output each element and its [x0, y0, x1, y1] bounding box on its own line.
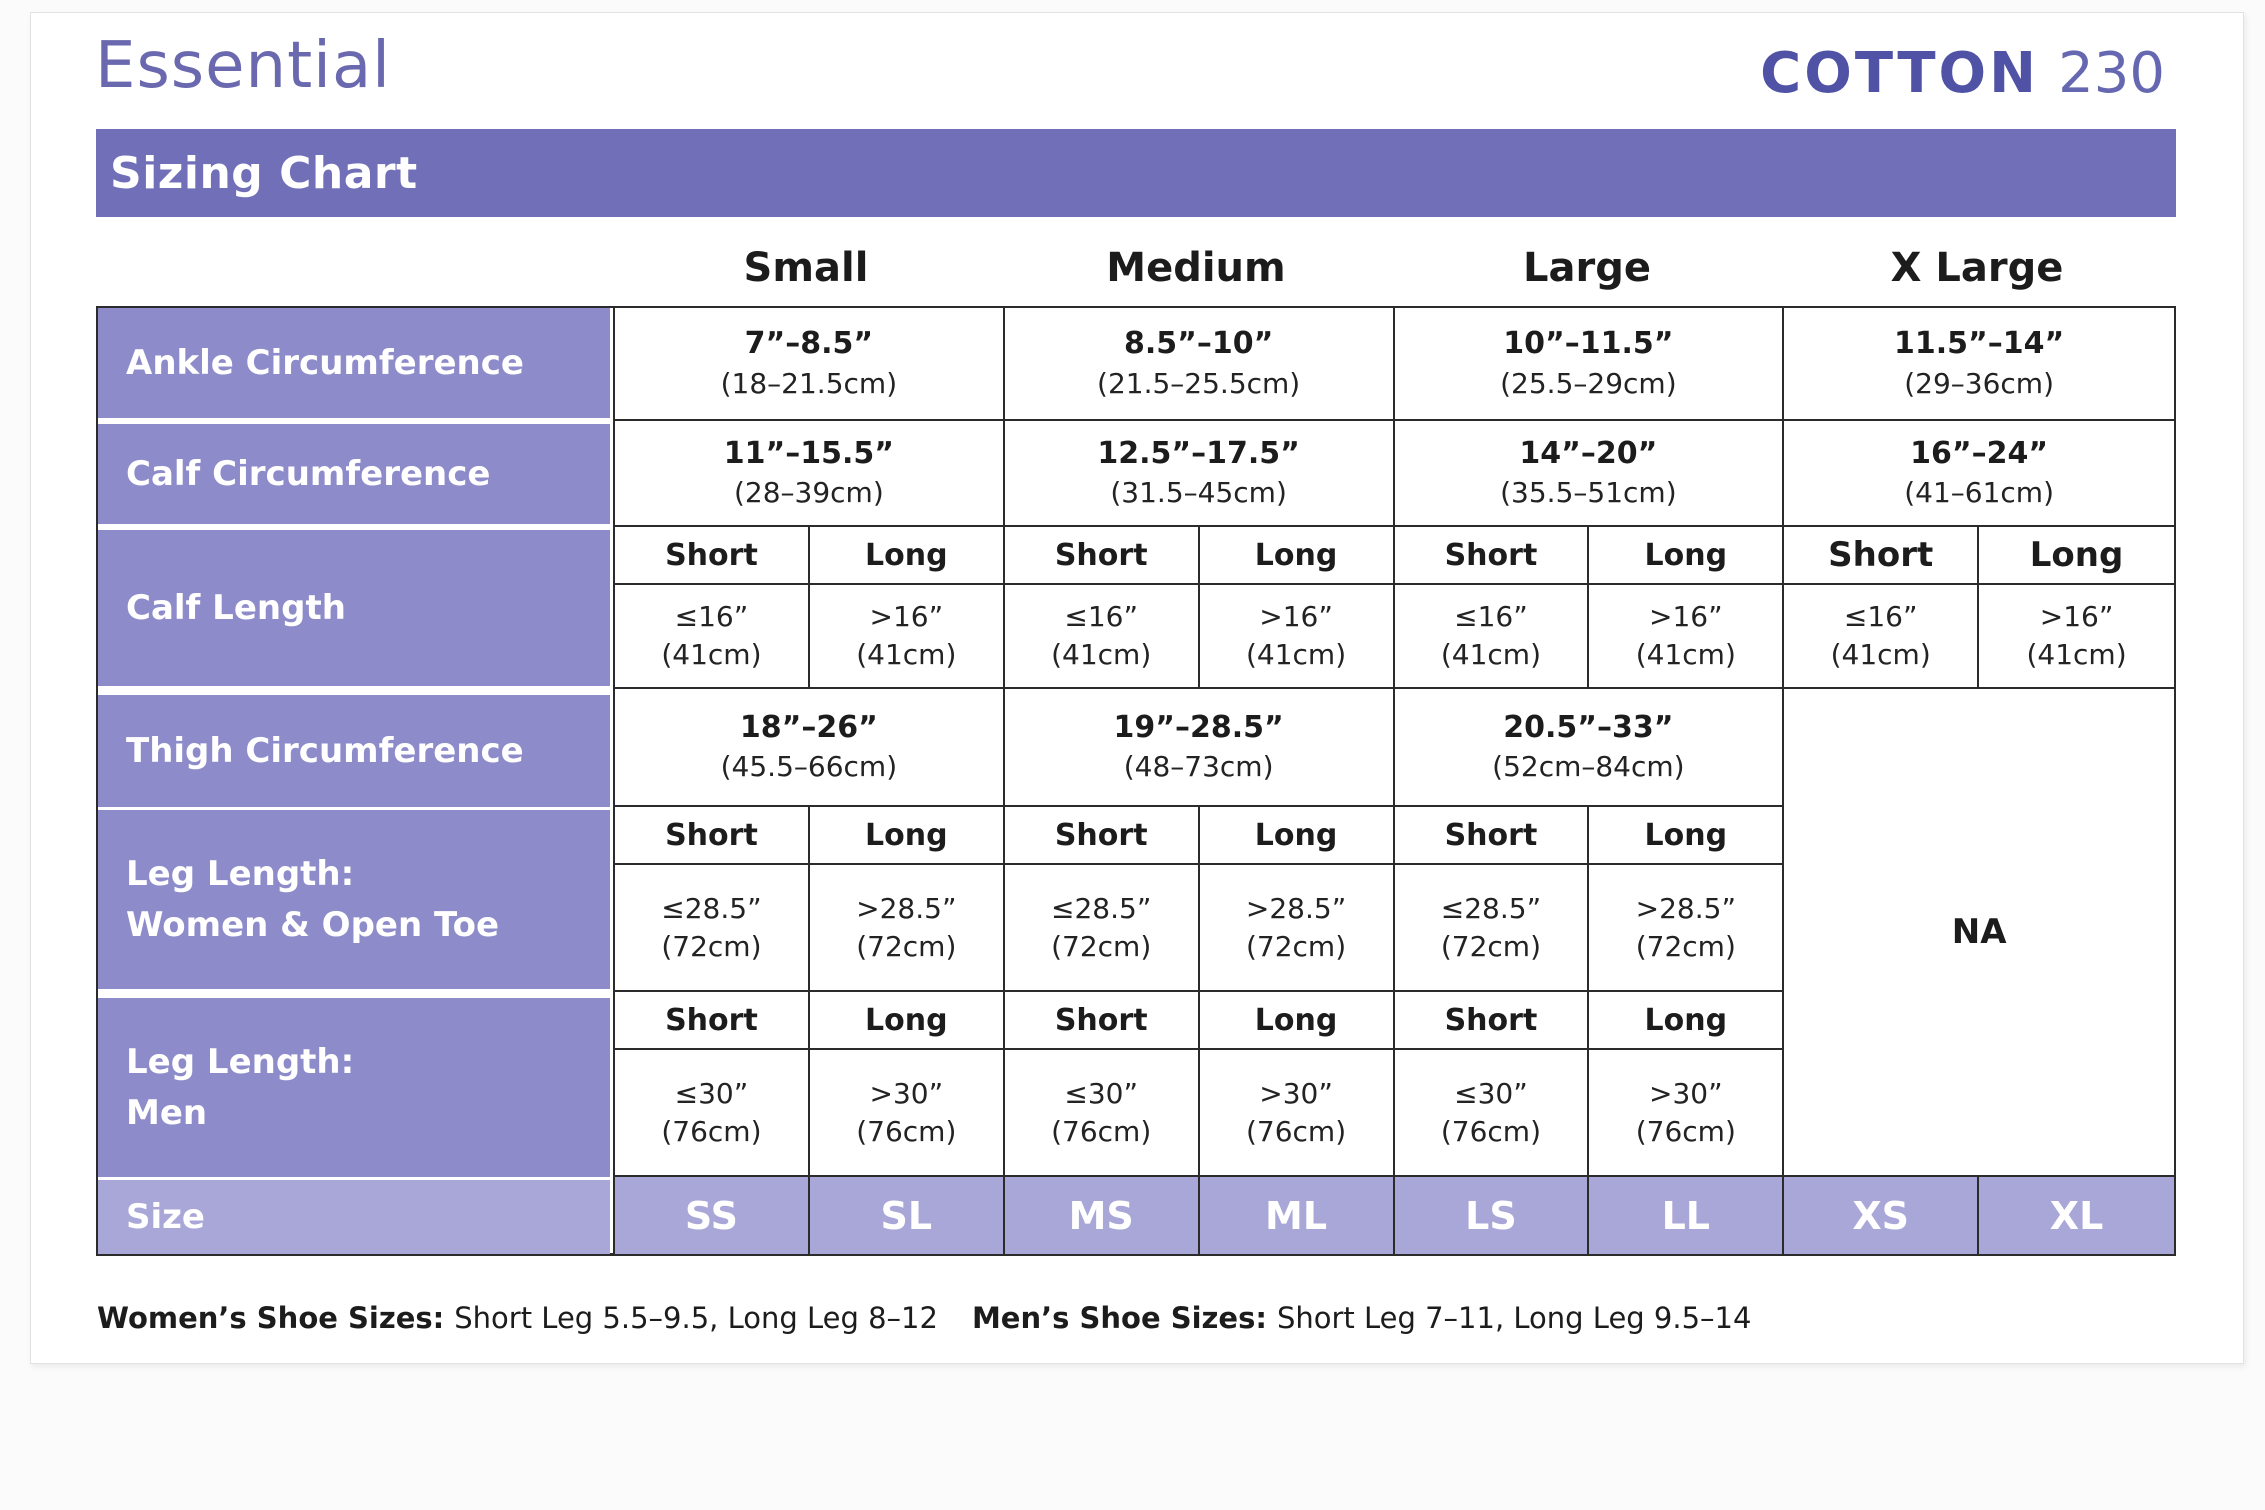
inch-range: 11.5”–14” — [1894, 326, 2065, 362]
cm-range: (31.5–45cm) — [1110, 476, 1287, 510]
inch-range: 16”–24” — [1910, 435, 2049, 471]
cell-size-ms: MS — [1005, 1177, 1200, 1254]
subhead-calf-length-medium-short: Short — [1005, 527, 1200, 585]
inch-limit: >28.5” — [1635, 891, 1736, 925]
brand-title: Essential — [95, 29, 391, 103]
cell-leg-men-medium-short — [1005, 1050, 1200, 1177]
cell-size-ll: LL — [1589, 1177, 1784, 1254]
cm-limit: (72cm) — [661, 929, 762, 963]
cell-size-xl: XL — [1979, 1177, 2174, 1254]
row-label-text: Calf Length — [126, 587, 346, 628]
cell-leg-women-small-short — [615, 865, 810, 992]
cell-thigh-medium — [1005, 689, 1395, 807]
row-label-leg-length-men — [98, 998, 610, 1177]
cell-ankle-medium — [1005, 308, 1395, 421]
inch-limit: ≤16” — [1454, 600, 1528, 634]
cell-leg-women-large-long — [1589, 865, 1784, 992]
cell-leg-men-large-short — [1395, 1050, 1590, 1177]
cm-range: (52cm–84cm) — [1492, 750, 1685, 784]
cell-size-xs: XS — [1784, 1177, 1979, 1254]
subhead-leg-men-medium-short: Short — [1005, 992, 1200, 1050]
cell-leg-women-small-long — [810, 865, 1005, 992]
cm-range: (41–61cm) — [1904, 476, 2055, 510]
subhead-calf-length-large-long: Long — [1589, 527, 1784, 585]
cell-leg-women-medium-long — [1200, 865, 1395, 992]
inch-limit: ≤16” — [674, 600, 749, 634]
inch-limit: ≤28.5” — [1051, 891, 1152, 925]
cell-size-ls: LS — [1395, 1177, 1590, 1254]
row-label-thigh-circumference — [98, 695, 610, 807]
inch-limit: ≤30” — [1064, 1076, 1138, 1110]
sizing-chart-card — [30, 12, 2244, 1364]
cell-leg-women-large-short — [1395, 865, 1590, 992]
subhead-calf-length-medium-long: Long — [1200, 527, 1395, 585]
row-label-text: Size — [126, 1196, 205, 1237]
row-label-line1: Leg Length: — [126, 1041, 355, 1082]
cell-leg-men-small-short — [615, 1050, 810, 1177]
inch-range: 7”–8.5” — [744, 326, 874, 362]
subhead-calf-length-xlarge-long: Long — [1979, 527, 2174, 585]
cm-range: (29–36cm) — [1904, 366, 2055, 400]
inch-limit: >16” — [2039, 600, 2114, 634]
cell-leg-women-medium-short — [1005, 865, 1200, 992]
cell-ankle-small — [615, 308, 1005, 421]
cm-limit: (41cm) — [856, 638, 957, 671]
cell-leg-men-small-long — [810, 1050, 1005, 1177]
cell-calf-length-medium-short — [1005, 585, 1200, 689]
inch-limit: >28.5” — [856, 891, 957, 925]
cell-calf-length-small-short — [615, 585, 810, 689]
inch-range: 12.5”–17.5” — [1097, 435, 1300, 471]
cell-thigh-large — [1395, 689, 1785, 807]
inch-limit: ≤16” — [1064, 600, 1138, 634]
row-label-text: Thigh Circumference — [126, 730, 524, 771]
row-label-text: Ankle Circumference — [126, 342, 524, 383]
row-label-line1: Leg Length: — [126, 853, 355, 894]
cm-range: (28–39cm) — [733, 476, 884, 510]
inch-limit: ≤28.5” — [661, 891, 762, 925]
cell-size-sl: SL — [810, 1177, 1005, 1254]
women-shoe-sizes-label: Women’s Shoe Sizes: — [97, 1301, 445, 1335]
cm-range: (35.5–51cm) — [1500, 476, 1677, 510]
cm-limit: (41cm) — [1635, 638, 1736, 671]
cm-range: (45.5–66cm) — [720, 750, 898, 784]
cell-calf-length-small-long — [810, 585, 1005, 689]
column-header-xlarge: X Large — [1890, 245, 2064, 291]
subhead-leg-women-small-long: Long — [810, 807, 1005, 865]
women-shoe-sizes-value: Short Leg 5.5–9.5, Long Leg 8–12 — [454, 1301, 938, 1335]
inch-limit: >28.5” — [1245, 891, 1347, 925]
cell-calf-circ-medium — [1005, 421, 1395, 527]
subhead-calf-length-small-short: Short — [615, 527, 810, 585]
inch-limit: >16” — [1649, 600, 1723, 634]
inch-range: 19”–28.5” — [1113, 709, 1284, 745]
inch-limit: ≤28.5” — [1440, 891, 1542, 925]
row-label-leg-length-women — [98, 810, 610, 989]
cm-limit: (76cm) — [1051, 1114, 1152, 1148]
inch-limit: >30” — [869, 1076, 944, 1110]
banner — [96, 129, 2176, 217]
row-label-calf-circumference — [98, 424, 610, 524]
cm-limit: (76cm) — [1635, 1114, 1736, 1148]
cell-calf-circ-small — [615, 421, 1005, 527]
cm-limit: (72cm) — [1635, 929, 1736, 963]
cm-limit: (72cm) — [1440, 929, 1542, 963]
inch-limit: ≤16” — [1843, 600, 1918, 634]
cell-xlarge-na — [1784, 689, 2174, 1177]
cell-calf-length-xlarge-short — [1784, 585, 1979, 689]
cell-calf-circ-large — [1395, 421, 1785, 527]
cm-range: (18–21.5cm) — [720, 366, 898, 400]
column-header-medium: Medium — [1106, 245, 1286, 291]
sizing-table-data-grid — [613, 308, 2174, 1254]
inch-range: 18”–26” — [739, 709, 878, 745]
cell-calf-length-medium-long — [1200, 585, 1395, 689]
inch-range: 20.5”–33” — [1503, 709, 1674, 745]
inch-range: 14”–20” — [1519, 435, 1658, 471]
cm-limit: (76cm) — [1440, 1114, 1542, 1148]
cm-limit: (76cm) — [661, 1114, 762, 1148]
cell-size-ml: ML — [1200, 1177, 1395, 1254]
row-label-calf-length — [98, 530, 610, 686]
sizing-table — [96, 306, 2176, 1256]
na-text: NA — [1951, 912, 2007, 952]
cm-limit: (41cm) — [2026, 638, 2127, 671]
cell-thigh-small — [615, 689, 1005, 807]
row-label-line2: Women & Open Toe — [126, 904, 500, 945]
men-shoe-sizes-value: Short Leg 7–11, Long Leg 9.5–14 — [1276, 1301, 1752, 1335]
subhead-leg-women-medium-short: Short — [1005, 807, 1200, 865]
cm-limit: (76cm) — [856, 1114, 957, 1148]
inch-limit: ≤30” — [1454, 1076, 1528, 1110]
product-lockup — [1760, 41, 2165, 106]
cm-range: (21.5–25.5cm) — [1097, 366, 1301, 400]
cell-ankle-large — [1395, 308, 1785, 421]
row-label-size — [98, 1180, 610, 1254]
cm-limit: (41cm) — [1245, 638, 1347, 671]
subhead-leg-men-small-short: Short — [615, 992, 810, 1050]
banner-title: Sizing Chart — [110, 147, 418, 199]
subhead-leg-men-large-long: Long — [1589, 992, 1784, 1050]
inch-range: 10”–11.5” — [1503, 326, 1674, 362]
subhead-leg-men-medium-long: Long — [1200, 992, 1395, 1050]
row-label-text: Calf Circumference — [126, 453, 491, 494]
product-number: 230 — [2058, 41, 2165, 106]
cm-limit: (76cm) — [1245, 1114, 1347, 1148]
subhead-leg-men-large-short: Short — [1395, 992, 1590, 1050]
inch-limit: ≤30” — [674, 1076, 749, 1110]
men-shoe-sizes-label: Men’s Shoe Sizes: — [971, 1301, 1267, 1335]
cell-calf-length-large-short — [1395, 585, 1590, 689]
cm-limit: (72cm) — [1245, 929, 1347, 963]
cm-range: (25.5–29cm) — [1500, 366, 1677, 400]
inch-limit: >16” — [1259, 600, 1333, 634]
cm-limit: (72cm) — [1051, 929, 1152, 963]
row-label-ankle-circumference — [98, 308, 610, 418]
size-column-headers — [31, 245, 2243, 301]
subhead-leg-women-medium-long: Long — [1200, 807, 1395, 865]
product-name: COTTON — [1760, 41, 2040, 106]
cell-size-ss: SS — [615, 1177, 810, 1254]
cell-calf-length-xlarge-long — [1979, 585, 2174, 689]
inch-limit: >16” — [869, 600, 944, 634]
cm-limit: (41cm) — [661, 638, 762, 671]
inch-limit: >30” — [1649, 1076, 1723, 1110]
cm-range: (48–73cm) — [1123, 750, 1274, 784]
cell-calf-length-large-long — [1589, 585, 1784, 689]
cm-limit: (41cm) — [1440, 638, 1542, 671]
cell-ankle-xlarge — [1784, 308, 2174, 421]
cell-leg-men-medium-long — [1200, 1050, 1395, 1177]
cm-limit: (41cm) — [1830, 638, 1931, 671]
inch-limit: >30” — [1259, 1076, 1333, 1110]
subhead-leg-women-large-short: Short — [1395, 807, 1590, 865]
shoe-size-footnote — [97, 1301, 1751, 1335]
cm-limit: (72cm) — [856, 929, 957, 963]
subhead-calf-length-large-short: Short — [1395, 527, 1590, 585]
cm-limit: (41cm) — [1051, 638, 1152, 671]
row-label-line2: Men — [126, 1092, 208, 1133]
subhead-leg-women-small-short: Short — [615, 807, 810, 865]
subhead-calf-length-small-long: Long — [810, 527, 1005, 585]
subhead-leg-men-small-long: Long — [810, 992, 1005, 1050]
subhead-calf-length-xlarge-short: Short — [1784, 527, 1979, 585]
cell-leg-men-large-long — [1589, 1050, 1784, 1177]
column-header-small: Small — [743, 245, 869, 291]
inch-range: 11”–15.5” — [723, 435, 894, 471]
column-header-large: Large — [1523, 245, 1651, 291]
cell-calf-circ-xlarge — [1784, 421, 2174, 527]
inch-range: 8.5”–10” — [1123, 326, 1274, 362]
subhead-leg-women-large-long: Long — [1589, 807, 1784, 865]
